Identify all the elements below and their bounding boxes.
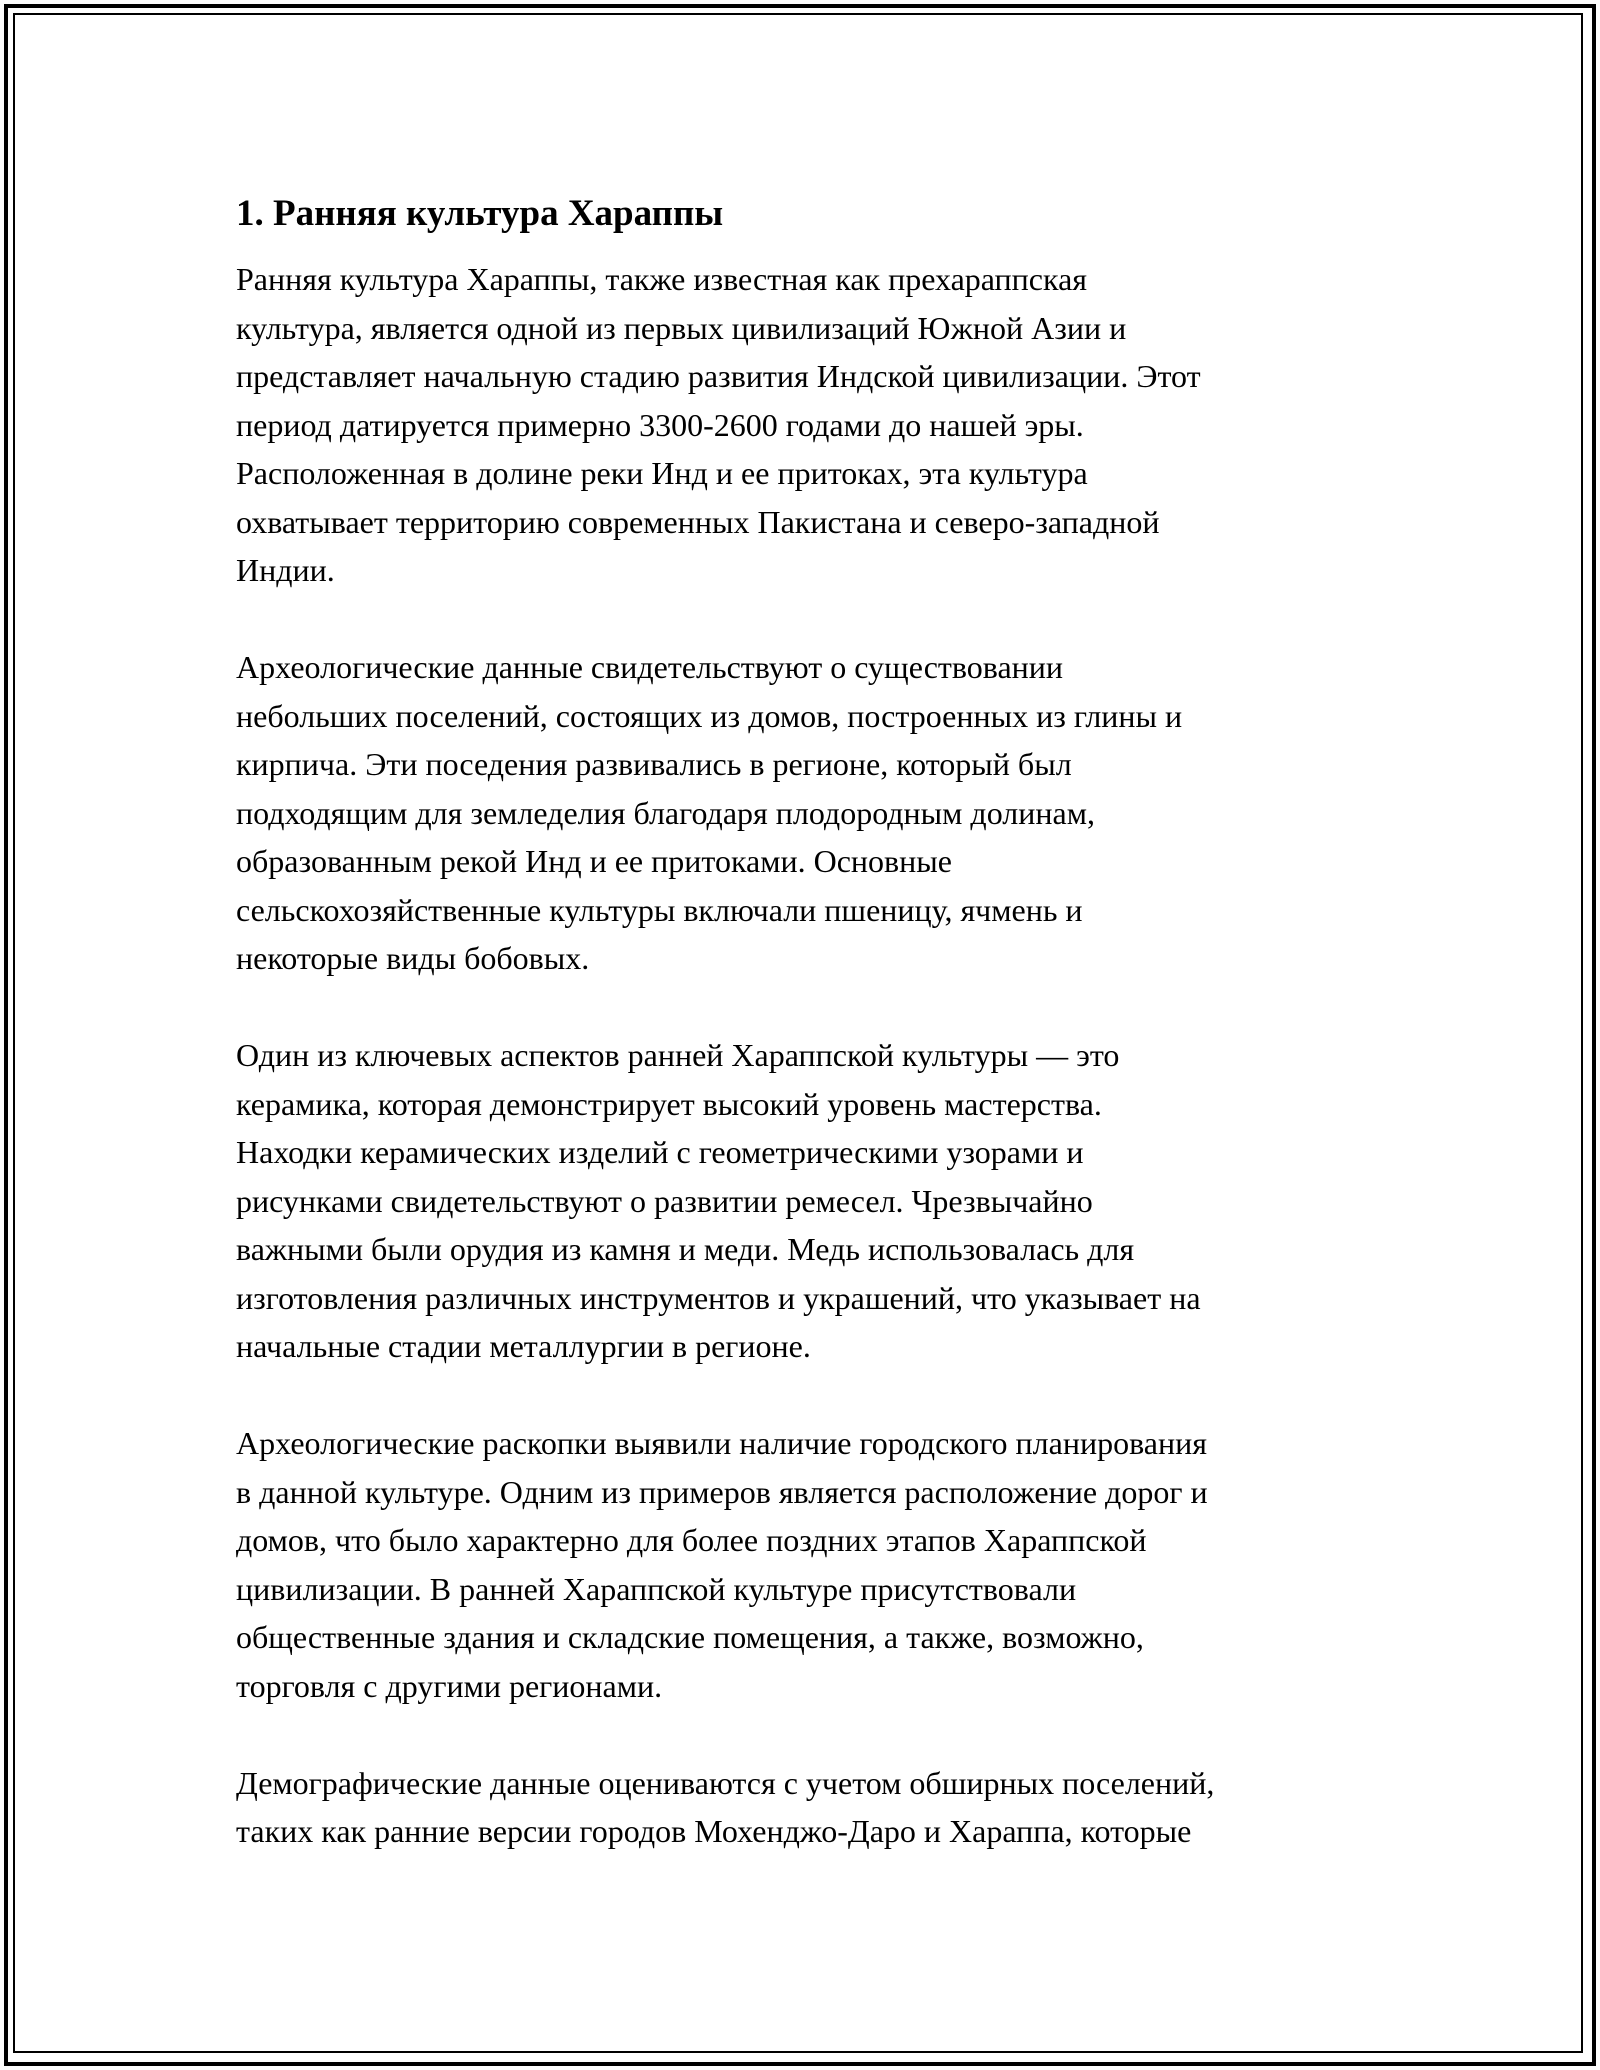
- text-line: таких как ранние версии городов Мохенджо-Даро и Хараппа, которые: [236, 1813, 1192, 1849]
- text-line: Демографические данные оцениваются с учетом обширных поселений,: [236, 1764, 1215, 1801]
- text-line: изготовления различных инструментов и украшений, что указывает на: [236, 1279, 1201, 1316]
- text-line: цивилизации. В ранней Хараппской культуре присутствовали: [236, 1570, 1077, 1607]
- paragraph-5: [236, 1759, 1376, 1856]
- text-line: торговля с другими регионами.: [236, 1667, 663, 1704]
- text-line: домов, что было характерно для более поздних этапов Хараппской: [236, 1522, 1147, 1558]
- text-line: небольших поселений, состоящих из домов, построенных из глины и: [236, 697, 1183, 734]
- text-line: Расположенная в долине реки Инд и ее притоках, эта культура: [236, 455, 1088, 491]
- paragraph-1: [236, 255, 1376, 595]
- text-line: Археологические данные свидетельствуют о существовании: [236, 649, 1064, 685]
- text-line: Индии.: [236, 552, 335, 588]
- document-body: [236, 190, 1376, 1904]
- text-line: Ранняя культура Хараппы, также известная как прехараппская: [236, 261, 1087, 297]
- paragraph-2: [236, 643, 1376, 983]
- text-line: образованным рекой Инд и ее притоками. Основные: [236, 843, 952, 879]
- text-line: кирпича. Эти поседения развивались в регионе, который был: [236, 746, 1072, 782]
- text-line: охватывает территорию современных Пакистана и северо-западной: [236, 503, 1160, 540]
- text-line: период датируется примерно 3300-2600 годами до нашей эры.: [236, 406, 1084, 443]
- text-line: сельскохозяйственные культуры включали пшеницу, ячмень и: [236, 891, 1083, 928]
- text-line: культура, является одной из первых цивилизаций Южной Азии и: [236, 309, 1127, 346]
- text-line: рисунками свидетельствуют о развитии ремесел. Чрезвычайно: [236, 1182, 1093, 1219]
- paragraph-4: [236, 1419, 1376, 1710]
- paragraph-container: [236, 255, 1376, 1856]
- text-line: некоторые виды бобовых.: [236, 940, 590, 976]
- text-line: керамика, которая демонстрирует высокий уровень мастерства.: [236, 1085, 1102, 1122]
- text-line: подходящим для земледелия благодаря плодородным долинам,: [236, 794, 1095, 831]
- text-line: Один из ключевых аспектов ранней Хараппской культуры — это: [236, 1037, 1120, 1073]
- text-line: общественные здания и складские помещения, а также, возможно,: [236, 1619, 1144, 1655]
- section-heading: 1. Ранняя культура Хараппы: [236, 193, 724, 234]
- text-line: Археологические раскопки выявили наличие городского планирования: [236, 1425, 1207, 1461]
- paragraph-3: [236, 1031, 1376, 1371]
- text-line: начальные стадии металлургии в регионе.: [236, 1328, 811, 1364]
- text-line: Находки керамических изделий с геометрическими узорами и: [236, 1134, 1084, 1170]
- text-line: в данной культуре. Одним из примеров является расположение дорог и: [236, 1473, 1208, 1510]
- text-line: представляет начальную стадию развития Индской цивилизации. Этот: [236, 358, 1201, 394]
- text-line: важными были орудия из камня и меди. Медь использовалась для: [236, 1231, 1135, 1267]
